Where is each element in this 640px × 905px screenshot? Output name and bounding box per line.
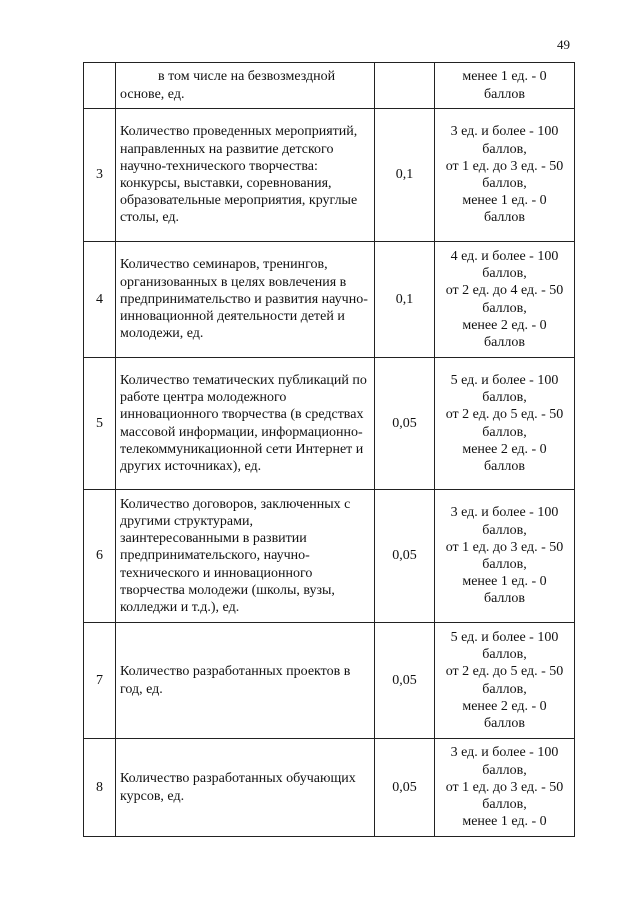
weight-value: 0,05 bbox=[375, 739, 435, 837]
criteria-table bbox=[83, 62, 575, 837]
score-scale: 4 ед. и более - 100 баллов, от 2 ед. до 4 ед. - 50 баллов, менее 2 ед. - 0 баллов bbox=[435, 242, 575, 358]
table-row bbox=[84, 490, 575, 623]
score-scale: 3 ед. и более - 100 баллов, от 1 ед. до 3 ед. - 50 баллов, менее 1 ед. - 0 bbox=[435, 739, 575, 837]
row-number: 5 bbox=[84, 358, 116, 490]
page-number: 49 bbox=[557, 37, 570, 52]
row-number: 7 bbox=[84, 623, 116, 739]
criterion-text: Количество разработанных проектов в год, ед. bbox=[116, 623, 375, 739]
row-number: 3 bbox=[84, 109, 116, 242]
weight-value bbox=[375, 63, 435, 109]
criterion-text: Количество проведенных мероприятий, направленных на развитие детского научно-технического творчества: конкурсы, выставки, соревнования, образовательные мероприятия, круглые столы, ед. bbox=[116, 109, 375, 242]
table-row bbox=[84, 242, 575, 358]
table-row bbox=[84, 358, 575, 490]
row-number bbox=[84, 63, 116, 109]
weight-value: 0,05 bbox=[375, 623, 435, 739]
row-number: 6 bbox=[84, 490, 116, 623]
table-row bbox=[84, 739, 575, 837]
weight-value: 0,1 bbox=[375, 109, 435, 242]
table-row bbox=[84, 109, 575, 242]
weight-value: 0,1 bbox=[375, 242, 435, 358]
criterion-text: Количество договоров, заключенных с другими структурами, заинтересованными в развитии предпринимательского, научно-технического и инновационного творчества молодежи (школы, вузы, колледжи и т.д.), ед. bbox=[116, 490, 375, 623]
row-number: 4 bbox=[84, 242, 116, 358]
score-scale: 3 ед. и более - 100 баллов, от 1 ед. до 3 ед. - 50 баллов, менее 1 ед. - 0 баллов bbox=[435, 490, 575, 623]
criterion-text: Количество разработанных обучающих курсов, ед. bbox=[116, 739, 375, 837]
criterion-text: в том числе на безвозмездной основе, ед. bbox=[116, 63, 375, 109]
criterion-text: Количество семинаров, тренингов, организованных в целях вовлечения в предпринимательство и развития научно-инновационной деятельности детей и молодежи, ед. bbox=[116, 242, 375, 358]
score-scale: 5 ед. и более - 100 баллов, от 2 ед. до 5 ед. - 50 баллов, менее 2 ед. - 0 баллов bbox=[435, 623, 575, 739]
row-number: 8 bbox=[84, 739, 116, 837]
score-scale: 5 ед. и более - 100 баллов, от 2 ед. до 5 ед. - 50 баллов, менее 2 ед. - 0 баллов bbox=[435, 358, 575, 490]
score-scale: менее 1 ед. - 0 баллов bbox=[435, 63, 575, 109]
table-row bbox=[84, 63, 575, 109]
table-row bbox=[84, 623, 575, 739]
criterion-text: Количество тематических публикаций по работе центра молодежного инновационного творчества (в средствах массовой информации, информационно-телекоммуникационной сети Интернет и других источниках), ед. bbox=[116, 358, 375, 490]
score-scale: 3 ед. и более - 100 баллов, от 1 ед. до 3 ед. - 50 баллов, менее 1 ед. - 0 баллов bbox=[435, 109, 575, 242]
weight-value: 0,05 bbox=[375, 358, 435, 490]
weight-value: 0,05 bbox=[375, 490, 435, 623]
